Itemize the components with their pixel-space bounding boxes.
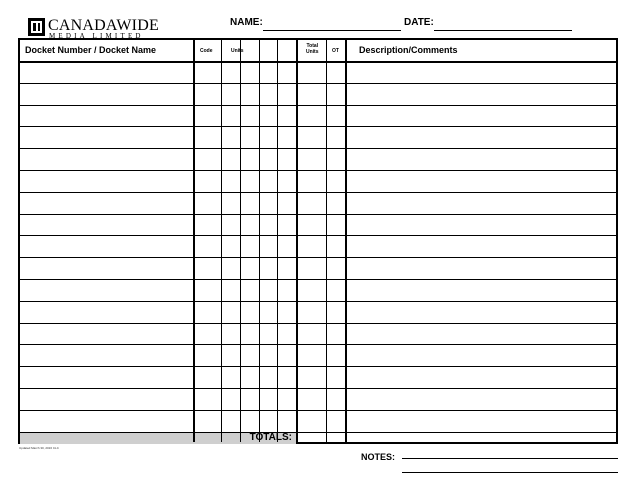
table-row[interactable] xyxy=(20,61,616,83)
logo-name: CANADAWIDE xyxy=(48,17,159,34)
row-divider xyxy=(20,432,616,433)
canadawide-logo-icon xyxy=(28,18,45,36)
table-row[interactable] xyxy=(20,323,616,345)
table-row[interactable] xyxy=(20,257,616,279)
notes-line-2[interactable] xyxy=(402,472,618,473)
table-row[interactable] xyxy=(20,214,616,236)
table-row[interactable] xyxy=(20,410,616,432)
table-row[interactable] xyxy=(20,126,616,148)
column-header-code: Code xyxy=(200,48,213,54)
total-units-line1: Total xyxy=(306,43,319,49)
logo-subtitle: MEDIA LIMITED xyxy=(49,32,144,40)
total-units-line2: Units xyxy=(306,49,319,55)
name-field[interactable] xyxy=(263,30,401,31)
table-row[interactable] xyxy=(20,235,616,257)
notes-label: NOTES: xyxy=(361,452,396,462)
table-row[interactable] xyxy=(20,279,616,301)
table-row[interactable] xyxy=(20,83,616,105)
table-row[interactable] xyxy=(20,301,616,323)
column-header-ot: OT xyxy=(332,48,339,54)
totals-label: TOTALS: xyxy=(249,432,292,443)
table-row[interactable] xyxy=(20,366,616,388)
table-row[interactable] xyxy=(20,192,616,214)
table-row[interactable] xyxy=(20,388,616,410)
column-header-docket: Docket Number / Docket Name xyxy=(25,45,157,55)
column-header-total-units xyxy=(306,43,319,55)
date-label: DATE: xyxy=(404,17,434,28)
column-header-description: Description/Comments xyxy=(359,45,458,55)
timesheet-table xyxy=(18,38,618,444)
notes-line-1[interactable] xyxy=(402,458,618,459)
table-row[interactable] xyxy=(20,105,616,127)
table-row[interactable] xyxy=(20,148,616,170)
date-field[interactable] xyxy=(434,30,572,31)
name-label: NAME: xyxy=(230,17,263,28)
revision-footnote: Updated March 30, 2016 CLC xyxy=(19,446,59,450)
table-row[interactable] xyxy=(20,344,616,366)
column-header-units: Units xyxy=(231,48,244,54)
table-row[interactable] xyxy=(20,170,616,192)
